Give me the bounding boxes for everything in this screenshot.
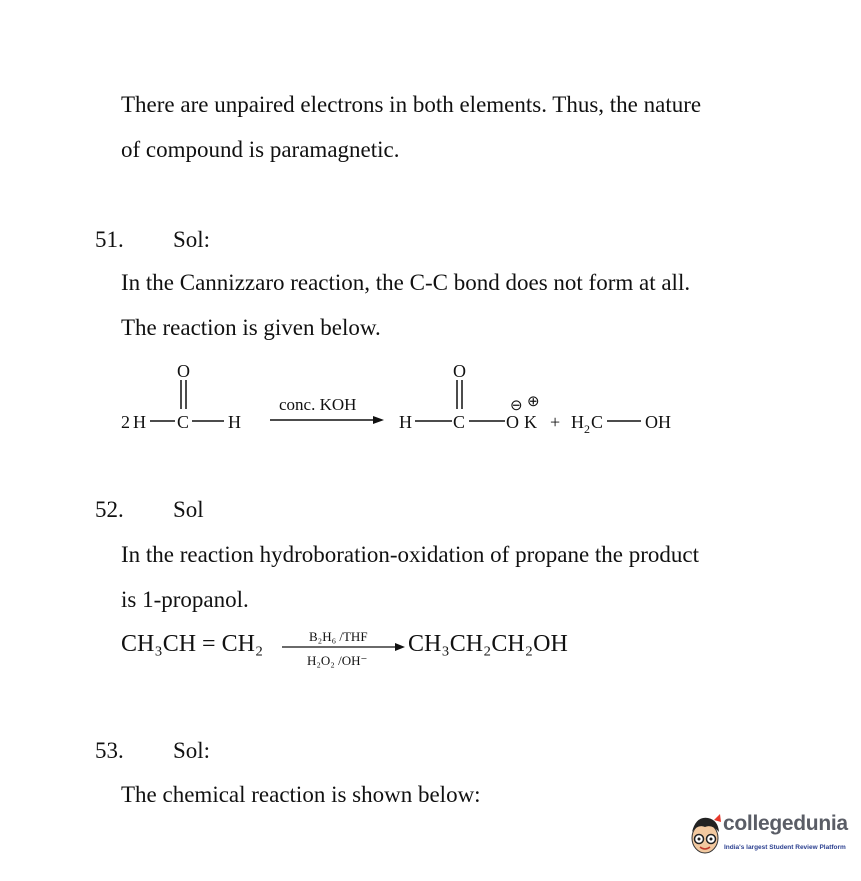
question-52-number: 52.: [95, 497, 124, 522]
product1-h: H: [399, 412, 412, 432]
logo-name: collegedunia: [723, 812, 848, 835]
q52-line-1: In the reaction hydroboration-oxidation of propane the product: [121, 542, 700, 567]
question-53-label: Sol:: [173, 738, 211, 763]
product1-carbon: C: [453, 412, 466, 432]
product1-oxygen-top: O: [453, 361, 466, 381]
question-53-number: 53.: [95, 738, 124, 763]
reactant-coefficient: 2: [121, 412, 130, 432]
collegedunia-logo: [688, 810, 853, 860]
product2-carbon: C: [591, 412, 604, 432]
intro-line-1: There are unpaired electrons in both elements. Thus, the nature: [121, 92, 702, 117]
hydroboration-reactant: CH₃CH = CH₂: [121, 631, 264, 657]
product2-subscript: 2: [584, 422, 590, 436]
hydroboration-condition-bottom: H₂O₂ /OH⁻: [307, 653, 368, 668]
reactant-oxygen: O: [177, 361, 190, 381]
product1-potassium: K: [524, 412, 537, 432]
plus-sign: +: [550, 412, 561, 432]
question-51-label: Sol:: [173, 227, 211, 252]
question-51-number: 51.: [95, 227, 124, 252]
charge-plus: ⊕: [527, 394, 540, 410]
mascot-icon: [688, 812, 722, 858]
reactant-right-h: H: [228, 412, 241, 432]
question-52-label: Sol: [173, 497, 204, 522]
reagent-label: conc. KOH: [279, 395, 357, 414]
charge-minus: ⊖: [510, 398, 523, 414]
hydroboration-arrow-head: [395, 643, 405, 651]
hydroboration-product: CH₃CH₂CH₂OH: [408, 631, 568, 657]
product1-oxygen-side: O: [506, 412, 519, 432]
intro-line-2: of compound is paramagnetic.: [121, 137, 400, 162]
q51-line-1: In the Cannizzaro reaction, the C-C bond does not form at all.: [121, 270, 691, 295]
reactant-left-h: H: [133, 412, 146, 432]
product2-h: H: [571, 412, 584, 432]
q51-line-2: The reaction is given below.: [121, 315, 381, 340]
q53-line-1: The chemical reaction is shown below:: [121, 782, 481, 807]
reactant-carbon: C: [177, 412, 190, 432]
hydroboration-condition-top: B₂H₆ /THF: [309, 629, 368, 644]
logo-tagline: India's largest Student Review Platform: [724, 844, 846, 851]
q52-line-2: is 1-propanol.: [121, 587, 249, 612]
product2-hydroxyl: OH: [645, 412, 671, 432]
